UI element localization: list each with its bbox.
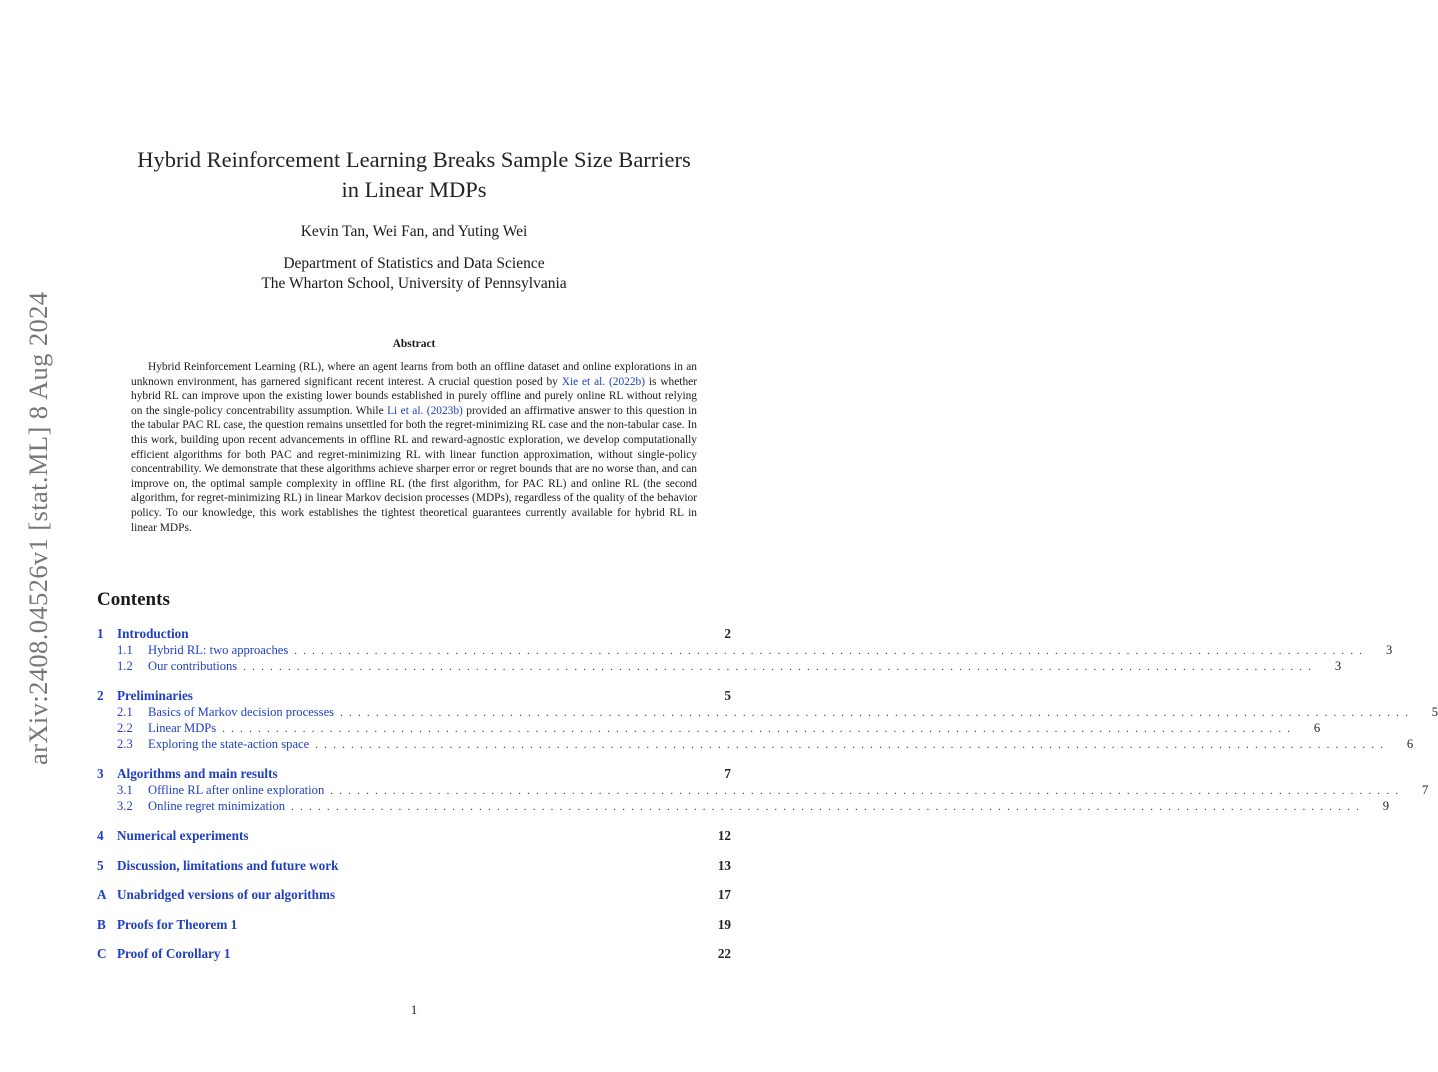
affiliation (0, 254, 828, 294)
toc-entry-title[interactable]: Linear MDPs (148, 721, 217, 735)
toc-entry[interactable] (97, 887, 731, 903)
toc-entry[interactable] (97, 798, 1390, 814)
toc-entry-number[interactable]: 2 (97, 688, 104, 703)
toc-entry-page: 19 (717, 917, 731, 932)
affiliation-line-1: Department of Statistics and Data Science (283, 255, 545, 272)
toc-entry-page: 3 (1334, 659, 1342, 673)
toc-entry[interactable] (97, 626, 731, 642)
toc-entry-title[interactable]: Preliminaries (117, 688, 193, 703)
toc-entry-number[interactable]: 2.3 (117, 737, 133, 751)
toc-entry-number[interactable]: B (97, 917, 106, 932)
toc-entry-page: 7 (724, 766, 731, 781)
toc-entry-page: 13 (717, 858, 731, 873)
toc-entry-title[interactable]: Online regret minimization (148, 799, 286, 813)
toc-leader-dots: ........................................................................................................................ (294, 645, 1369, 657)
toc-entry[interactable] (97, 782, 1429, 798)
title-line-2: in Linear MDPs (341, 177, 487, 202)
affiliation-line-2: The Wharton School, University of Pennsylvania (261, 275, 567, 292)
toc-entry-number[interactable]: 2.1 (117, 705, 133, 719)
arxiv-watermark: arXiv:2408.04526v1 [stat.ML] 8 Aug 2024 (23, 291, 53, 765)
toc-entry-title[interactable]: Numerical experiments (117, 828, 249, 843)
toc-entry-number[interactable]: 3.2 (117, 799, 133, 813)
toc-entry-title[interactable]: Unabridged versions of our algorithms (117, 887, 336, 902)
toc-entry-title[interactable]: Algorithms and main results (117, 766, 278, 781)
toc-entry-title[interactable]: Discussion, limitations and future work (117, 858, 339, 873)
toc-entry-title[interactable]: Hybrid RL: two approaches (148, 643, 289, 657)
toc-entry-number[interactable]: 1.1 (117, 643, 133, 657)
citation-link-xie[interactable]: Xie et al. (2022b) (561, 375, 646, 388)
toc-leader-dots: ........................................................................................................................ (330, 785, 1405, 797)
toc-entry[interactable] (97, 858, 731, 874)
paper-title (0, 145, 828, 205)
toc-entry-number[interactable]: A (97, 887, 107, 902)
abstract-body (131, 360, 697, 535)
toc-leader-dots: ........................................................................................................................ (315, 739, 1390, 751)
toc-entry-page: 17 (717, 887, 731, 902)
toc-entry-number[interactable]: 5 (97, 858, 104, 873)
toc-entry-number[interactable]: 3.1 (117, 783, 133, 797)
toc-entry-page: 5 (1431, 705, 1438, 719)
toc-entry-number[interactable]: 4 (97, 828, 104, 843)
toc-entry[interactable] (97, 658, 1342, 674)
toc-entry-number[interactable]: 3 (97, 766, 104, 781)
toc-entry-number[interactable]: C (97, 946, 107, 961)
title-line-1: Hybrid Reinforcement Learning Breaks Sample Size Barriers (137, 147, 691, 172)
toc-entry-page: 6 (1406, 737, 1414, 751)
page-number: 1 (410, 1003, 418, 1017)
toc-entry[interactable] (97, 688, 731, 704)
toc-entry-page: 12 (717, 828, 731, 843)
abstract-heading: Abstract (392, 338, 436, 350)
toc-entry[interactable] (97, 828, 731, 844)
toc-entry[interactable] (97, 704, 1438, 720)
toc-leader-dots: ........................................................................................................................ (340, 707, 1415, 719)
toc-entry-page: 9 (1382, 799, 1390, 813)
abstract-text-3: provided an affirmative answer to this question in the tabular PAC RL case, the question remains unsettled for both the regret-minimizing RL case and the non-tabular case. In this work, building upon recent advancements in offline RL and reward-agnostic exploration, we develop computationally efficient algorithms for both PAC and regret-minimizing RL with linear function approximation, without single-policy concentrability. We demonstrate that these algorithms achieve sharper error or regret bounds that are no worse than, and can improve on, the optimal sample complexity in offline RL (the first algorithm, for PAC RL) and online RL (the second algorithm, for regret-minimizing RL) in linear Markov decision processes (MDPs), regardless of the quality of the behavior policy. To our knowledge, this work establishes the tightest theoretical guarantees currently available for hybrid RL in linear MDPs. (131, 404, 697, 534)
toc-entry-page: 6 (1313, 721, 1321, 735)
toc-leader-dots: ........................................................................................................................ (243, 661, 1318, 673)
abstract-text-2: is whether hybrid RL can improve upon the existing lower bounds established in purely offline and purely online RL without relying on the single-policy concentrability assumption. While (131, 375, 698, 417)
toc-entry-title[interactable]: Exploring the state-action space (148, 737, 310, 751)
toc-entry-title[interactable]: Proof of Corollary 1 (117, 946, 231, 961)
contents-heading: Contents (97, 589, 170, 610)
citation-link-li[interactable]: Li et al. (2023b) (387, 404, 463, 417)
authors: Kevin Tan, Wei Fan, and Yuting Wei (300, 223, 528, 240)
toc-entry-page: 2 (724, 626, 731, 641)
toc-entry-page: 3 (1385, 643, 1393, 657)
toc-entry[interactable] (97, 766, 731, 782)
toc-entry[interactable] (97, 946, 731, 962)
abstract-text-1: Hybrid Reinforcement Learning (RL), where an agent learns from both an offline dataset and online explorations in an unknown environment, has garnered significant recent interest. A crucial question posed by (131, 361, 697, 388)
toc-entry-title[interactable]: Basics of Markov decision processes (148, 705, 335, 719)
toc-entry-page: 7 (1421, 783, 1429, 797)
toc-entry-title[interactable]: Offline RL after online exploration (148, 783, 325, 797)
toc-entry-title[interactable]: Introduction (117, 626, 189, 641)
toc-entry-page: 5 (724, 688, 731, 703)
toc-entry-number[interactable]: 2.2 (117, 721, 133, 735)
toc-entry[interactable] (97, 720, 1321, 736)
toc-entry[interactable] (97, 917, 731, 933)
toc-entry-page: 22 (717, 946, 731, 961)
toc-entry-title[interactable]: Our contributions (148, 659, 238, 673)
toc-entry-number[interactable]: 1 (97, 626, 104, 641)
toc-leader-dots: ........................................................................................................................ (291, 801, 1366, 813)
toc-entry[interactable] (97, 642, 1393, 658)
toc-entry[interactable] (97, 736, 1414, 752)
toc-entry-title[interactable]: Proofs for Theorem 1 (117, 917, 238, 932)
toc-leader-dots: ........................................................................................................................ (222, 723, 1297, 735)
toc-entry-number[interactable]: 1.2 (117, 659, 133, 673)
